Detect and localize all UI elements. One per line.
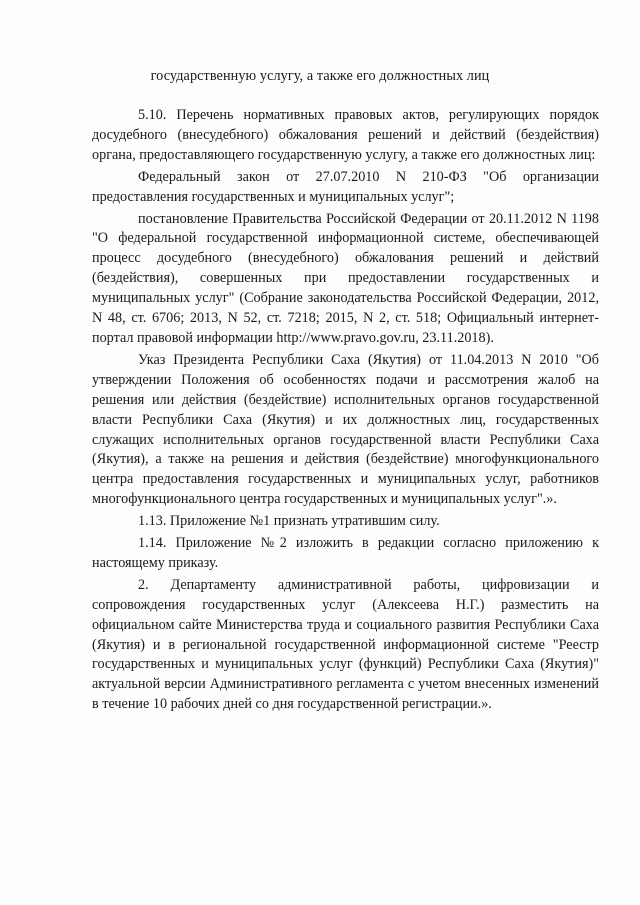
document-body [92,106,599,715]
paragraph-government-decree: постановление Правительства Российской Федерации от 20.11.2012 N 1198 "О федеральной государственной информационной системе, обеспечивающей процесс досудебного (внесудебного) обжалования решений и действий (бездействия), совершенных при предоставлении государственных и муниципальных услуг" (Собрание законодательства Российской Федерации, 2012, N 48, ст. 6706; 2013, N 52, ст. 7218; 2015, N 2, ст. 518; Официальный интернет-портал правовой информации http://www.pravo.gov.ru, 23.11.2018). [92,210,599,346]
paragraph-federal-law: Федеральный закон от 27.07.2010 N 210-ФЗ "Об организации предоставления государственных и муниципальных услуг"; [92,168,599,205]
running-header: государственную услугу, а также его должностных лиц [150,68,490,84]
paragraph-1-14: 1.14. Приложение №2 изложить в редакции согласно приложению к настоящему приказу. [92,535,599,571]
paragraph-presidential-decree: Указ Президента Республики Саха (Якутия) от 11.04.2013 N 2010 "Об утверждении Положения об особенностях подачи и рассмотрения жалоб на решения или действия (бездействие) исполнительных органов государственной власти Республики Саха (Якутия) и их должностных лиц, государственных служащих исполнительных органов государственной власти Республики Саха (Якутия), а также на решения и действия (бездействие) многофункционального центра предоставления государственных и муниципальных услуг, работников многофункционального центра государственных и муниципальных услуг".». [92,351,599,508]
paragraph-2: 2. Департаменту административной работы, цифровизации и сопровождения государственных услуг (Алексеева Н.Г.) разместить на официальном сайте Министерства труда и социального развития Республики Саха (Якутия) и в региональной государственной информационной системе "Реестр государственных и муниципальных услуг (функций) Республики Саха (Якутия)" актуальной версии Административного регламента с учетом внесенных изменений в течение 10 рабочих дней со дня государственной регистрации.». [92,576,599,713]
paragraph-5-10: 5.10. Перечень нормативных правовых актов, регулирующих порядок досудебного (внесудебного) обжалования решений и действий (бездействия) органа, предоставляющего государственную услугу, а также его должностных лиц: [92,107,599,163]
paragraph-1-13: 1.13. Приложение №1 признать утратившим силу. [138,513,440,530]
